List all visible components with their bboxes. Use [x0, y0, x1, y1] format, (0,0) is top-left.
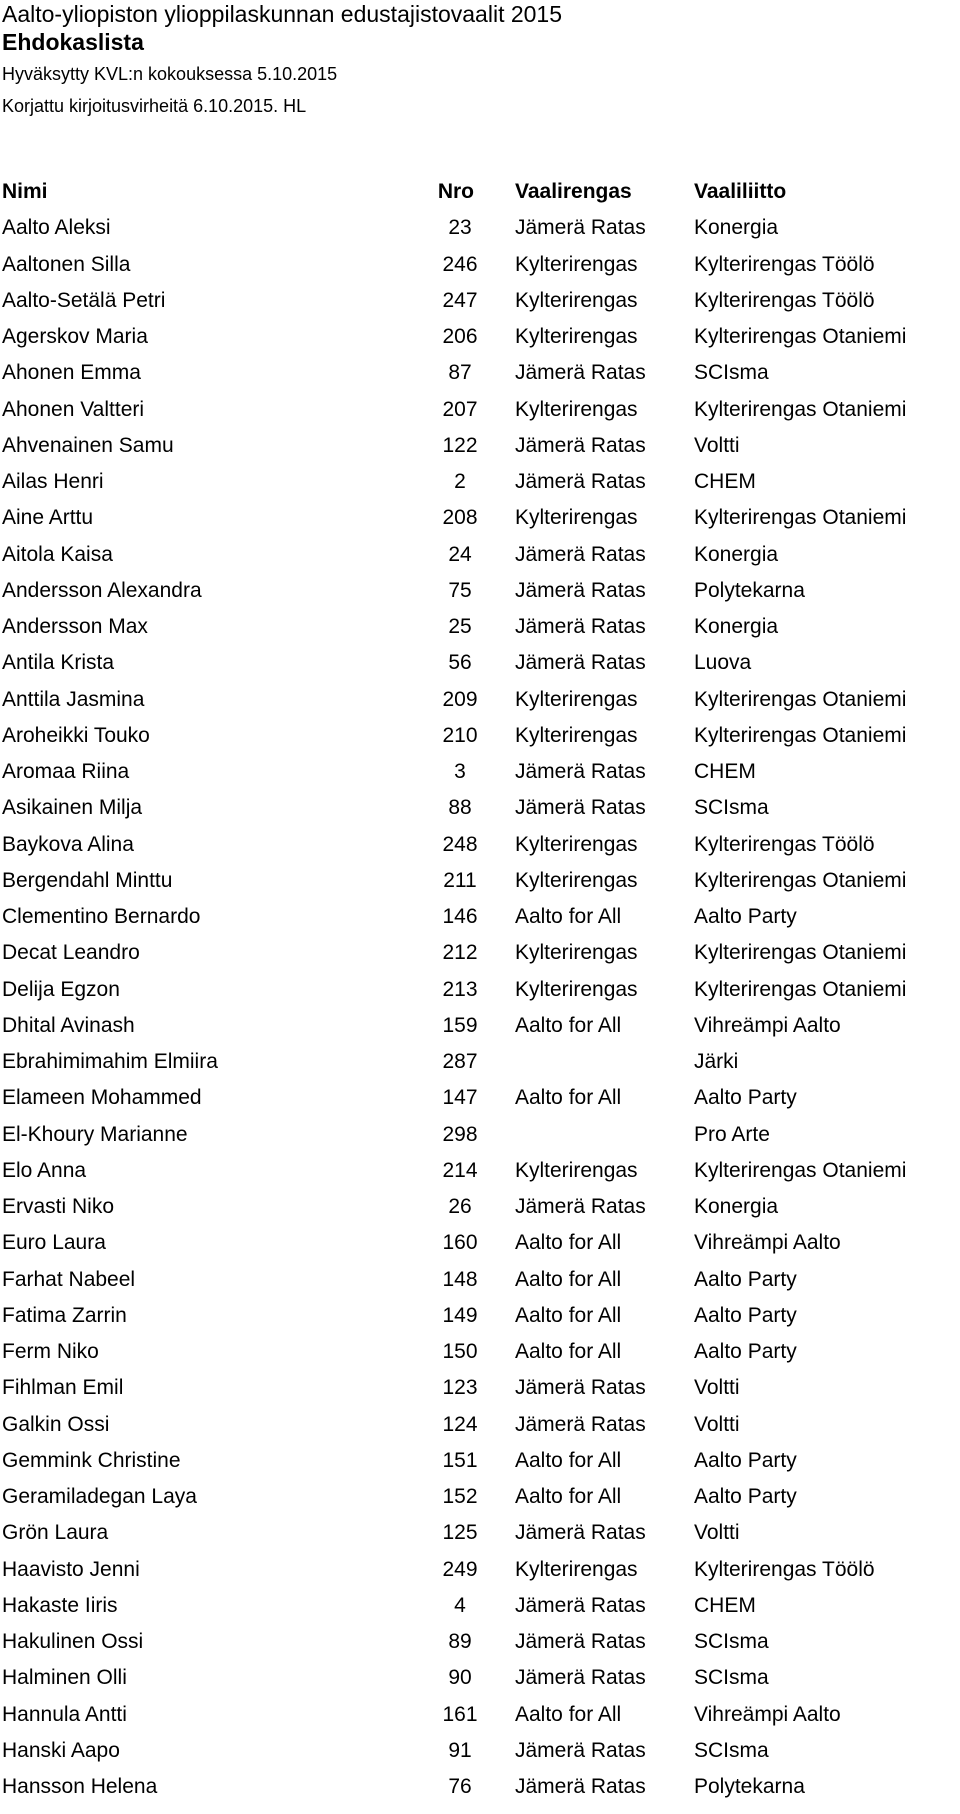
- candidate-ring: Aalto for All: [515, 1702, 622, 1726]
- header-ring: Vaalirengas: [515, 180, 632, 204]
- candidate-alliance: CHEM: [694, 1593, 756, 1617]
- candidate-number: 151: [442, 1448, 478, 1472]
- candidate-number: 23: [448, 216, 472, 240]
- candidate-ring: Kylterirengas: [515, 832, 638, 856]
- candidate-name: Aine Arttu: [2, 506, 94, 530]
- candidate-alliance: Voltti: [694, 433, 740, 457]
- candidate-name: Gemmink Christine: [2, 1448, 181, 1472]
- candidate-name: Dhital Avinash: [2, 1013, 135, 1037]
- candidate-ring: Aalto for All: [515, 1013, 622, 1037]
- candidate-name: Ahonen Valtteri: [2, 397, 145, 421]
- candidate-alliance: Aalto Party: [694, 1086, 797, 1110]
- table-row: [2, 1769, 954, 1805]
- candidate-ring: Jämerä Ratas: [515, 361, 646, 385]
- candidate-name: Asikainen Milja: [2, 796, 143, 820]
- candidate-name: Andersson Max: [2, 615, 148, 639]
- candidate-name: Aroheikki Touko: [2, 723, 150, 747]
- candidate-ring: Jämerä Ratas: [515, 1775, 646, 1799]
- candidate-name: Ervasti Niko: [2, 1195, 115, 1219]
- candidate-ring: Aalto for All: [515, 905, 622, 929]
- candidate-ring: Aalto for All: [515, 1231, 622, 1255]
- header-alliance: Vaaliliitto: [694, 180, 787, 204]
- candidate-number: 246: [442, 252, 478, 276]
- table-row: [2, 972, 954, 1008]
- candidate-number: 208: [442, 506, 478, 530]
- candidate-name: Hanski Aapo: [2, 1738, 120, 1762]
- candidate-table: [2, 174, 954, 1805]
- candidate-name: Antila Krista: [2, 651, 115, 675]
- candidate-number: 148: [442, 1267, 478, 1291]
- candidate-alliance: Aalto Party: [694, 1340, 797, 1364]
- candidate-number: 146: [442, 905, 478, 929]
- table-row: [2, 392, 954, 428]
- candidate-number: 160: [442, 1231, 478, 1255]
- candidate-alliance: Järki: [694, 1050, 739, 1074]
- candidate-ring: Jämerä Ratas: [515, 1738, 646, 1762]
- candidate-name: Hakaste Iiris: [2, 1593, 118, 1617]
- candidate-alliance: SCIsma: [694, 1630, 769, 1654]
- table-row: [2, 1189, 954, 1225]
- candidate-number: 125: [442, 1521, 478, 1545]
- candidate-alliance: Luova: [694, 651, 752, 675]
- table-row: [2, 1334, 954, 1370]
- candidate-alliance: Voltti: [694, 1521, 740, 1545]
- candidate-number: 123: [442, 1376, 478, 1400]
- candidate-alliance: CHEM: [694, 760, 756, 784]
- candidate-name: Aaltonen Silla: [2, 252, 131, 276]
- candidate-number: 91: [448, 1738, 472, 1762]
- candidate-number: 122: [442, 433, 478, 457]
- candidate-alliance: Konergia: [694, 542, 779, 566]
- candidate-ring: Kylterirengas: [515, 977, 638, 1001]
- candidate-ring: Kylterirengas: [515, 723, 638, 747]
- candidate-number: 248: [442, 832, 478, 856]
- candidate-name: Grön Laura: [2, 1521, 109, 1545]
- header-number: Nro: [437, 180, 474, 204]
- table-row: [2, 1262, 954, 1298]
- candidate-ring: Aalto for All: [515, 1485, 622, 1509]
- candidate-ring: Jämerä Ratas: [515, 651, 646, 675]
- candidate-name: Euro Laura: [2, 1231, 106, 1255]
- candidate-ring: [484, 1044, 664, 1080]
- table-row: [2, 645, 954, 681]
- candidate-ring: Kylterirengas: [515, 506, 638, 530]
- table-row: [2, 283, 954, 319]
- candidate-number: 87: [448, 361, 472, 385]
- table-row: [2, 827, 954, 863]
- candidate-alliance: Kylterirengas Otaniemi: [694, 723, 907, 747]
- candidate-name: Bergendahl Minttu: [2, 868, 173, 892]
- candidate-ring: Jämerä Ratas: [515, 760, 646, 784]
- table-row: [2, 1407, 954, 1443]
- candidate-ring: Kylterirengas: [515, 1158, 638, 1182]
- candidate-ring: Jämerä Ratas: [515, 1666, 646, 1690]
- table-row: [2, 1044, 954, 1080]
- candidate-name: Aalto Aleksi: [2, 216, 111, 240]
- candidate-ring: Kylterirengas: [515, 687, 638, 711]
- candidate-alliance: SCIsma: [694, 796, 769, 820]
- candidate-name: Ahonen Emma: [2, 361, 141, 385]
- candidate-name: Aalto-Setälä Petri: [2, 288, 166, 312]
- candidate-alliance: Kylterirengas Otaniemi: [694, 325, 907, 349]
- table-row: [2, 1153, 954, 1189]
- candidate-ring: [484, 1117, 664, 1153]
- candidate-name: Anttila Jasmina: [2, 687, 145, 711]
- document-subtitle: Ehdokaslista: [2, 29, 144, 55]
- candidate-ring: Jämerä Ratas: [515, 796, 646, 820]
- candidate-ring: Jämerä Ratas: [515, 470, 646, 494]
- candidate-alliance: SCIsma: [694, 361, 769, 385]
- candidate-name: Halminen Olli: [2, 1666, 127, 1690]
- candidate-ring: Jämerä Ratas: [515, 578, 646, 602]
- candidate-rows: [2, 210, 954, 1805]
- candidate-number: 210: [442, 723, 478, 747]
- candidate-number: 207: [442, 397, 478, 421]
- candidate-alliance: Kylterirengas Töölö: [694, 288, 875, 312]
- candidate-ring: Kylterirengas: [515, 397, 638, 421]
- candidate-number: 25: [448, 615, 472, 639]
- table-row: [2, 790, 954, 826]
- table-row: [2, 935, 954, 971]
- candidate-ring: Jämerä Ratas: [515, 1376, 646, 1400]
- candidate-alliance: Kylterirengas Otaniemi: [694, 1158, 907, 1182]
- candidate-name: Hakulinen Ossi: [2, 1630, 144, 1654]
- candidate-ring: Kylterirengas: [515, 941, 638, 965]
- candidate-ring: Kylterirengas: [515, 1557, 638, 1581]
- candidate-ring: Jämerä Ratas: [515, 1630, 646, 1654]
- candidate-number: 214: [442, 1158, 478, 1182]
- table-row: [2, 754, 954, 790]
- candidate-name: Galkin Ossi: [2, 1412, 110, 1436]
- candidate-number: 287: [442, 1050, 478, 1074]
- candidate-ring: Kylterirengas: [515, 325, 638, 349]
- candidate-number: 161: [442, 1702, 478, 1726]
- candidate-alliance: Vihreämpi Aalto: [694, 1702, 841, 1726]
- document-title: Aalto-yliopiston ylioppilaskunnan edustajistovaalit 2015: [2, 1, 563, 27]
- candidate-ring: Jämerä Ratas: [515, 1521, 646, 1545]
- candidate-number: 247: [442, 288, 478, 312]
- table-row: [2, 899, 954, 935]
- candidate-alliance: SCIsma: [694, 1738, 769, 1762]
- candidate-ring: Kylterirengas: [515, 288, 638, 312]
- table-row: [2, 1080, 954, 1116]
- table-row: [2, 319, 954, 355]
- table-header-row: [2, 174, 954, 210]
- table-row: [2, 1370, 954, 1406]
- table-row: [2, 1008, 954, 1044]
- candidate-ring: Jämerä Ratas: [515, 542, 646, 566]
- candidate-alliance: Aalto Party: [694, 905, 797, 929]
- candidate-number: 206: [442, 325, 478, 349]
- table-row: [2, 1660, 954, 1696]
- document-header: [2, 0, 952, 122]
- candidate-name: Agerskov Maria: [2, 325, 148, 349]
- candidate-number: 56: [448, 651, 472, 675]
- candidate-number: 213: [442, 977, 478, 1001]
- candidate-name: Decat Leandro: [2, 941, 140, 965]
- candidate-name: Elameen Mohammed: [2, 1086, 202, 1110]
- candidate-alliance: Polytekarna: [694, 578, 805, 602]
- candidate-name: El-Khoury Marianne: [2, 1122, 188, 1146]
- table-row: [2, 428, 954, 464]
- candidate-name: Clementino Bernardo: [2, 905, 201, 929]
- candidate-alliance: Vihreämpi Aalto: [694, 1013, 841, 1037]
- table-row: [2, 464, 954, 500]
- candidate-alliance: Kylterirengas Otaniemi: [694, 506, 907, 530]
- candidate-alliance: Aalto Party: [694, 1303, 797, 1327]
- approved-note: Hyväksytty KVL:n kokouksessa 5.10.2015: [2, 64, 338, 84]
- candidate-alliance: Voltti: [694, 1376, 740, 1400]
- candidate-ring: Jämerä Ratas: [515, 433, 646, 457]
- candidate-name: Farhat Nabeel: [2, 1267, 136, 1291]
- candidate-alliance: Pro Arte: [694, 1122, 770, 1146]
- table-row: [2, 537, 954, 573]
- candidate-number: 3: [454, 760, 466, 784]
- candidate-alliance: Kylterirengas Otaniemi: [694, 397, 907, 421]
- candidate-ring: Jämerä Ratas: [515, 1412, 646, 1436]
- table-row: [2, 609, 954, 645]
- candidate-ring: Jämerä Ratas: [515, 1593, 646, 1617]
- candidate-alliance: Kylterirengas Otaniemi: [694, 977, 907, 1001]
- candidate-number: 76: [448, 1775, 472, 1799]
- candidate-number: 88: [448, 796, 472, 820]
- table-row: [2, 247, 954, 283]
- candidate-number: 209: [442, 687, 478, 711]
- table-row: [2, 1697, 954, 1733]
- candidate-name: Elo Anna: [2, 1158, 87, 1182]
- candidate-name: Hansson Helena: [2, 1775, 158, 1799]
- candidate-name: Fatima Zarrin: [2, 1303, 127, 1327]
- candidate-name: Hannula Antti: [2, 1702, 127, 1726]
- table-row: [2, 718, 954, 754]
- candidate-number: 2: [454, 470, 466, 494]
- candidate-number: 89: [448, 1630, 472, 1654]
- candidate-alliance: SCIsma: [694, 1666, 769, 1690]
- candidate-number: 90: [448, 1666, 472, 1690]
- table-row: [2, 210, 954, 246]
- candidate-ring: Jämerä Ratas: [515, 1195, 646, 1219]
- candidate-ring: Jämerä Ratas: [515, 216, 646, 240]
- candidate-number: 4: [454, 1593, 466, 1617]
- candidate-alliance: Konergia: [694, 216, 779, 240]
- candidate-ring: Kylterirengas: [515, 252, 638, 276]
- table-row: [2, 573, 954, 609]
- table-row: [2, 863, 954, 899]
- table-row: [2, 1443, 954, 1479]
- candidate-ring: Kylterirengas: [515, 868, 638, 892]
- candidate-alliance: Polytekarna: [694, 1775, 805, 1799]
- candidate-ring: Aalto for All: [515, 1267, 622, 1291]
- correction-note: Korjattu kirjoitusvirheitä 6.10.2015. HL: [2, 96, 307, 116]
- candidate-alliance: Konergia: [694, 1195, 779, 1219]
- table-row: [2, 1117, 954, 1153]
- table-row: [2, 1624, 954, 1660]
- candidate-number: 124: [442, 1412, 478, 1436]
- table-row: [2, 1733, 954, 1769]
- candidate-alliance: CHEM: [694, 470, 756, 494]
- candidate-ring: Jämerä Ratas: [515, 615, 646, 639]
- table-row: [2, 500, 954, 536]
- candidate-number: 152: [442, 1485, 478, 1509]
- table-row: [2, 355, 954, 391]
- header-name: Nimi: [2, 180, 48, 204]
- candidate-alliance: Kylterirengas Töölö: [694, 1557, 875, 1581]
- candidate-name: Fihlman Emil: [2, 1376, 124, 1400]
- candidate-number: 212: [442, 941, 478, 965]
- candidate-number: 149: [442, 1303, 478, 1327]
- candidate-number: 150: [442, 1340, 478, 1364]
- candidate-number: 147: [442, 1086, 478, 1110]
- candidate-alliance: Voltti: [694, 1412, 740, 1436]
- candidate-alliance: Vihreämpi Aalto: [694, 1231, 841, 1255]
- candidate-alliance: Aalto Party: [694, 1485, 797, 1509]
- table-row: [2, 1515, 954, 1551]
- candidate-name: Delija Egzon: [2, 977, 120, 1001]
- candidate-alliance: Kylterirengas Otaniemi: [694, 941, 907, 965]
- candidate-name: Ebrahimimahim Elmiira: [2, 1050, 218, 1074]
- candidate-number: 159: [442, 1013, 478, 1037]
- candidate-name: Aitola Kaisa: [2, 542, 113, 566]
- candidate-ring: Aalto for All: [515, 1086, 622, 1110]
- candidate-name: Ailas Henri: [2, 470, 104, 494]
- table-row: [2, 1479, 954, 1515]
- candidate-number: 75: [448, 578, 472, 602]
- candidate-ring: Aalto for All: [515, 1448, 622, 1472]
- table-row: [2, 1588, 954, 1624]
- candidate-alliance: Kylterirengas Töölö: [694, 252, 875, 276]
- candidate-alliance: Kylterirengas Otaniemi: [694, 868, 907, 892]
- table-row: [2, 682, 954, 718]
- table-row: [2, 1298, 954, 1334]
- candidate-number: 211: [443, 868, 477, 892]
- candidate-alliance: Kylterirengas Töölö: [694, 832, 875, 856]
- candidate-number: 24: [448, 542, 472, 566]
- candidate-alliance: Aalto Party: [694, 1267, 797, 1291]
- candidate-number: 26: [448, 1195, 472, 1219]
- candidate-ring: Aalto for All: [515, 1340, 622, 1364]
- candidate-alliance: Kylterirengas Otaniemi: [694, 687, 907, 711]
- candidate-ring: Aalto for All: [515, 1303, 622, 1327]
- candidate-alliance: Aalto Party: [694, 1448, 797, 1472]
- candidate-number: 298: [442, 1122, 478, 1146]
- candidate-name: Ahvenainen Samu: [2, 433, 174, 457]
- candidate-name: Geramiladegan Laya: [2, 1485, 197, 1509]
- candidate-name: Baykova Alina: [2, 832, 134, 856]
- candidate-alliance: Konergia: [694, 615, 779, 639]
- table-row: [2, 1225, 954, 1261]
- candidate-number: 249: [442, 1557, 478, 1581]
- candidate-name: Haavisto Jenni: [2, 1557, 140, 1581]
- candidate-name: Ferm Niko: [2, 1340, 99, 1364]
- candidate-name: Aromaa Riina: [2, 760, 130, 784]
- table-row: [2, 1552, 954, 1588]
- candidate-name: Andersson Alexandra: [2, 578, 202, 602]
